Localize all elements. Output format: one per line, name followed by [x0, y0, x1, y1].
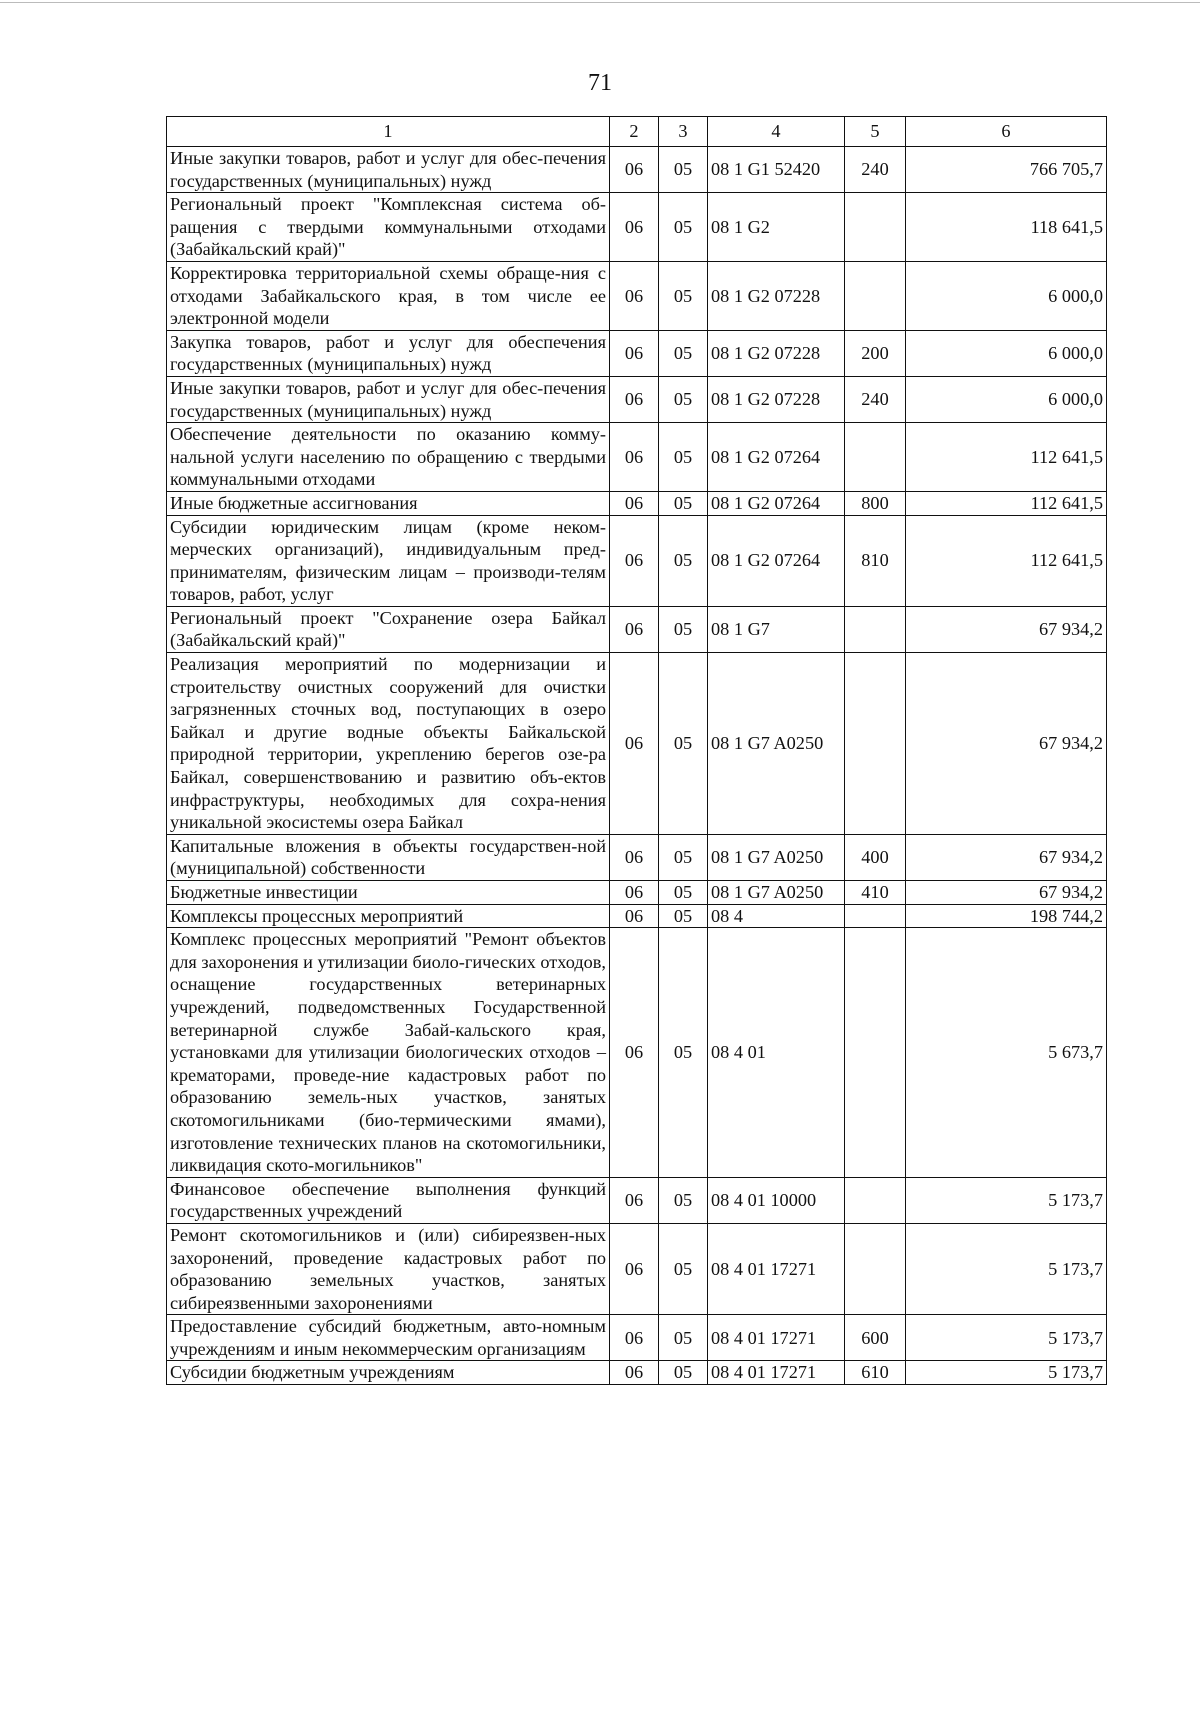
page-number: 71 [588, 70, 612, 96]
row-name-cell: Комплексы процессных мероприятий [167, 904, 610, 928]
target-article-cell: 08 1 G2 07228 [708, 261, 845, 330]
subsection-code-cell: 05 [659, 1361, 708, 1385]
table-row [167, 515, 1107, 606]
target-article-cell: 08 4 01 [708, 928, 845, 1178]
section-code-cell: 06 [610, 1223, 659, 1314]
target-article-cell: 08 1 G2 [708, 193, 845, 262]
table-row [167, 330, 1107, 376]
section-code-cell: 06 [610, 261, 659, 330]
subsection-code-cell: 05 [659, 1177, 708, 1223]
row-name-cell: Иные закупки товаров, работ и услуг для обес-печения государственных (муниципальных) нужд [167, 147, 610, 193]
column-header: 2 [610, 117, 659, 147]
row-name-cell: Предоставление субсидий бюджетным, авто-номным учреждениям и иным некоммерческим организациям [167, 1315, 610, 1361]
expense-type-cell [845, 904, 906, 928]
amount-cell: 5 173,7 [906, 1315, 1107, 1361]
subsection-code-cell: 05 [659, 193, 708, 262]
section-code-cell: 06 [610, 653, 659, 835]
table-row [167, 261, 1107, 330]
table-row [167, 653, 1107, 835]
amount-cell: 5 173,7 [906, 1361, 1107, 1385]
expense-type-cell: 810 [845, 515, 906, 606]
section-code-cell: 06 [610, 1315, 659, 1361]
expense-type-cell: 410 [845, 881, 906, 905]
table-row [167, 904, 1107, 928]
section-code-cell: 06 [610, 147, 659, 193]
table-row [167, 491, 1107, 515]
expense-type-cell [845, 423, 906, 492]
expense-type-cell [845, 193, 906, 262]
amount-cell: 6 000,0 [906, 261, 1107, 330]
expense-type-cell [845, 1223, 906, 1314]
target-article-cell: 08 4 [708, 904, 845, 928]
row-name-cell: Реализация мероприятий по модернизации и строительству очистных сооружений для очистки загрязненных сточных вод, поступающих в озеро Байкал и другие водные объекты Байкальской природной территории, укреплению берегов озе-ра Байкал, совершенствованию и развитию объ-ектов инфраструктуры, необходимых для сохра-нения уникальной экосистемы озера Байкал [167, 653, 610, 835]
target-article-cell: 08 1 G2 07228 [708, 330, 845, 376]
expense-type-cell [845, 928, 906, 1178]
budget-table [166, 116, 1107, 1385]
subsection-code-cell: 05 [659, 1223, 708, 1314]
table-row [167, 193, 1107, 262]
row-name-cell: Иные закупки товаров, работ и услуг для обес-печения государственных (муниципальных) нужд [167, 376, 610, 422]
target-article-cell: 08 4 01 17271 [708, 1361, 845, 1385]
target-article-cell: 08 4 01 17271 [708, 1223, 845, 1314]
column-header: 4 [708, 117, 845, 147]
scan-top-edge [0, 2, 1200, 3]
table-row [167, 1315, 1107, 1361]
subsection-code-cell: 05 [659, 376, 708, 422]
subsection-code-cell: 05 [659, 928, 708, 1178]
table-row [167, 1223, 1107, 1314]
section-code-cell: 06 [610, 881, 659, 905]
expense-type-cell: 600 [845, 1315, 906, 1361]
section-code-cell: 06 [610, 904, 659, 928]
amount-cell: 5 173,7 [906, 1223, 1107, 1314]
row-name-cell: Региональный проект "Комплексная система об-ращения с твердыми коммунальными отходами (Забайкальский край)" [167, 193, 610, 262]
section-code-cell: 06 [610, 376, 659, 422]
table-row [167, 423, 1107, 492]
section-code-cell: 06 [610, 928, 659, 1178]
amount-cell: 67 934,2 [906, 881, 1107, 905]
target-article-cell: 08 1 G7 A0250 [708, 881, 845, 905]
amount-cell: 112 641,5 [906, 491, 1107, 515]
target-article-cell: 08 1 G7 [708, 606, 845, 652]
amount-cell: 118 641,5 [906, 193, 1107, 262]
column-header: 5 [845, 117, 906, 147]
subsection-code-cell: 05 [659, 881, 708, 905]
expense-type-cell: 240 [845, 376, 906, 422]
section-code-cell: 06 [610, 515, 659, 606]
expense-type-cell [845, 653, 906, 835]
amount-cell: 198 744,2 [906, 904, 1107, 928]
table-row [167, 1361, 1107, 1385]
row-name-cell: Финансовое обеспечение выполнения функций государственных учреждений [167, 1177, 610, 1223]
expense-type-cell: 400 [845, 834, 906, 880]
column-header: 3 [659, 117, 708, 147]
target-article-cell: 08 1 G7 A0250 [708, 834, 845, 880]
section-code-cell: 06 [610, 330, 659, 376]
amount-cell: 6 000,0 [906, 376, 1107, 422]
amount-cell: 112 641,5 [906, 515, 1107, 606]
expense-type-cell [845, 1177, 906, 1223]
row-name-cell: Обеспечение деятельности по оказанию комму-нальной услуги населению по обращению с твердыми коммунальными отходами [167, 423, 610, 492]
table-row [167, 376, 1107, 422]
subsection-code-cell: 05 [659, 1315, 708, 1361]
subsection-code-cell: 05 [659, 834, 708, 880]
section-code-cell: 06 [610, 606, 659, 652]
subsection-code-cell: 05 [659, 904, 708, 928]
row-name-cell: Субсидии юридическим лицам (кроме неком-мерческих организаций), индивидуальным пред-принимателям, физическим лицам – производи-телям товаров, работ, услуг [167, 515, 610, 606]
amount-cell: 112 641,5 [906, 423, 1107, 492]
row-name-cell: Иные бюджетные ассигнования [167, 491, 610, 515]
amount-cell: 6 000,0 [906, 330, 1107, 376]
subsection-code-cell: 05 [659, 423, 708, 492]
table-row [167, 881, 1107, 905]
amount-cell: 766 705,7 [906, 147, 1107, 193]
table-row [167, 606, 1107, 652]
amount-cell: 67 934,2 [906, 606, 1107, 652]
table-row [167, 147, 1107, 193]
table-row [167, 928, 1107, 1178]
target-article-cell: 08 4 01 10000 [708, 1177, 845, 1223]
table-header-row [167, 117, 1107, 147]
target-article-cell: 08 1 G2 07228 [708, 376, 845, 422]
section-code-cell: 06 [610, 423, 659, 492]
row-name-cell: Ремонт скотомогильников и (или) сибиреязвен-ных захоронений, проведение кадастровых работ по образованию земельных участков, занятых сибиреязвенными захоронениями [167, 1223, 610, 1314]
subsection-code-cell: 05 [659, 653, 708, 835]
target-article-cell: 08 4 01 17271 [708, 1315, 845, 1361]
target-article-cell: 08 1 G7 A0250 [708, 653, 845, 835]
subsection-code-cell: 05 [659, 606, 708, 652]
subsection-code-cell: 05 [659, 147, 708, 193]
row-name-cell: Закупка товаров, работ и услуг для обеспечения государственных (муниципальных) нужд [167, 330, 610, 376]
amount-cell: 5 673,7 [906, 928, 1107, 1178]
row-name-cell: Бюджетные инвестиции [167, 881, 610, 905]
amount-cell: 5 173,7 [906, 1177, 1107, 1223]
subsection-code-cell: 05 [659, 261, 708, 330]
expense-type-cell [845, 606, 906, 652]
table-row [167, 834, 1107, 880]
expense-type-cell: 200 [845, 330, 906, 376]
row-name-cell: Региональный проект "Сохранение озера Байкал (Забайкальский край)" [167, 606, 610, 652]
column-header: 6 [906, 117, 1107, 147]
expense-type-cell: 240 [845, 147, 906, 193]
expense-type-cell: 800 [845, 491, 906, 515]
section-code-cell: 06 [610, 491, 659, 515]
target-article-cell: 08 1 G1 52420 [708, 147, 845, 193]
amount-cell: 67 934,2 [906, 653, 1107, 835]
target-article-cell: 08 1 G2 07264 [708, 515, 845, 606]
subsection-code-cell: 05 [659, 515, 708, 606]
table-row [167, 1177, 1107, 1223]
column-header: 1 [167, 117, 610, 147]
target-article-cell: 08 1 G2 07264 [708, 491, 845, 515]
row-name-cell: Корректировка территориальной схемы обраще-ния с отходами Забайкальского края, в том числе ее электронной модели [167, 261, 610, 330]
section-code-cell: 06 [610, 193, 659, 262]
expense-type-cell [845, 261, 906, 330]
expense-type-cell: 610 [845, 1361, 906, 1385]
amount-cell: 67 934,2 [906, 834, 1107, 880]
table-body [167, 147, 1107, 1385]
section-code-cell: 06 [610, 1361, 659, 1385]
row-name-cell: Капитальные вложения в объекты государствен-ной (муниципальной) собственности [167, 834, 610, 880]
target-article-cell: 08 1 G2 07264 [708, 423, 845, 492]
section-code-cell: 06 [610, 1177, 659, 1223]
subsection-code-cell: 05 [659, 491, 708, 515]
row-name-cell: Комплекс процессных мероприятий "Ремонт объектов для захоронения и утилизации биоло-гических отходов, оснащение государственных ветеринарных учреждений, подведомственных Государственной ветеринарной службе Забай-кальского края, установками для утилизации биологических отходов – крематорами, проведе-ние кадастровых работ по образованию земель-ных участков, занятых скотомогильниками (био-термическими ямами), изготовление технических планов на скотомогильники, ликвидация ското-могильников" [167, 928, 610, 1178]
row-name-cell: Субсидии бюджетным учреждениям [167, 1361, 610, 1385]
section-code-cell: 06 [610, 834, 659, 880]
subsection-code-cell: 05 [659, 330, 708, 376]
